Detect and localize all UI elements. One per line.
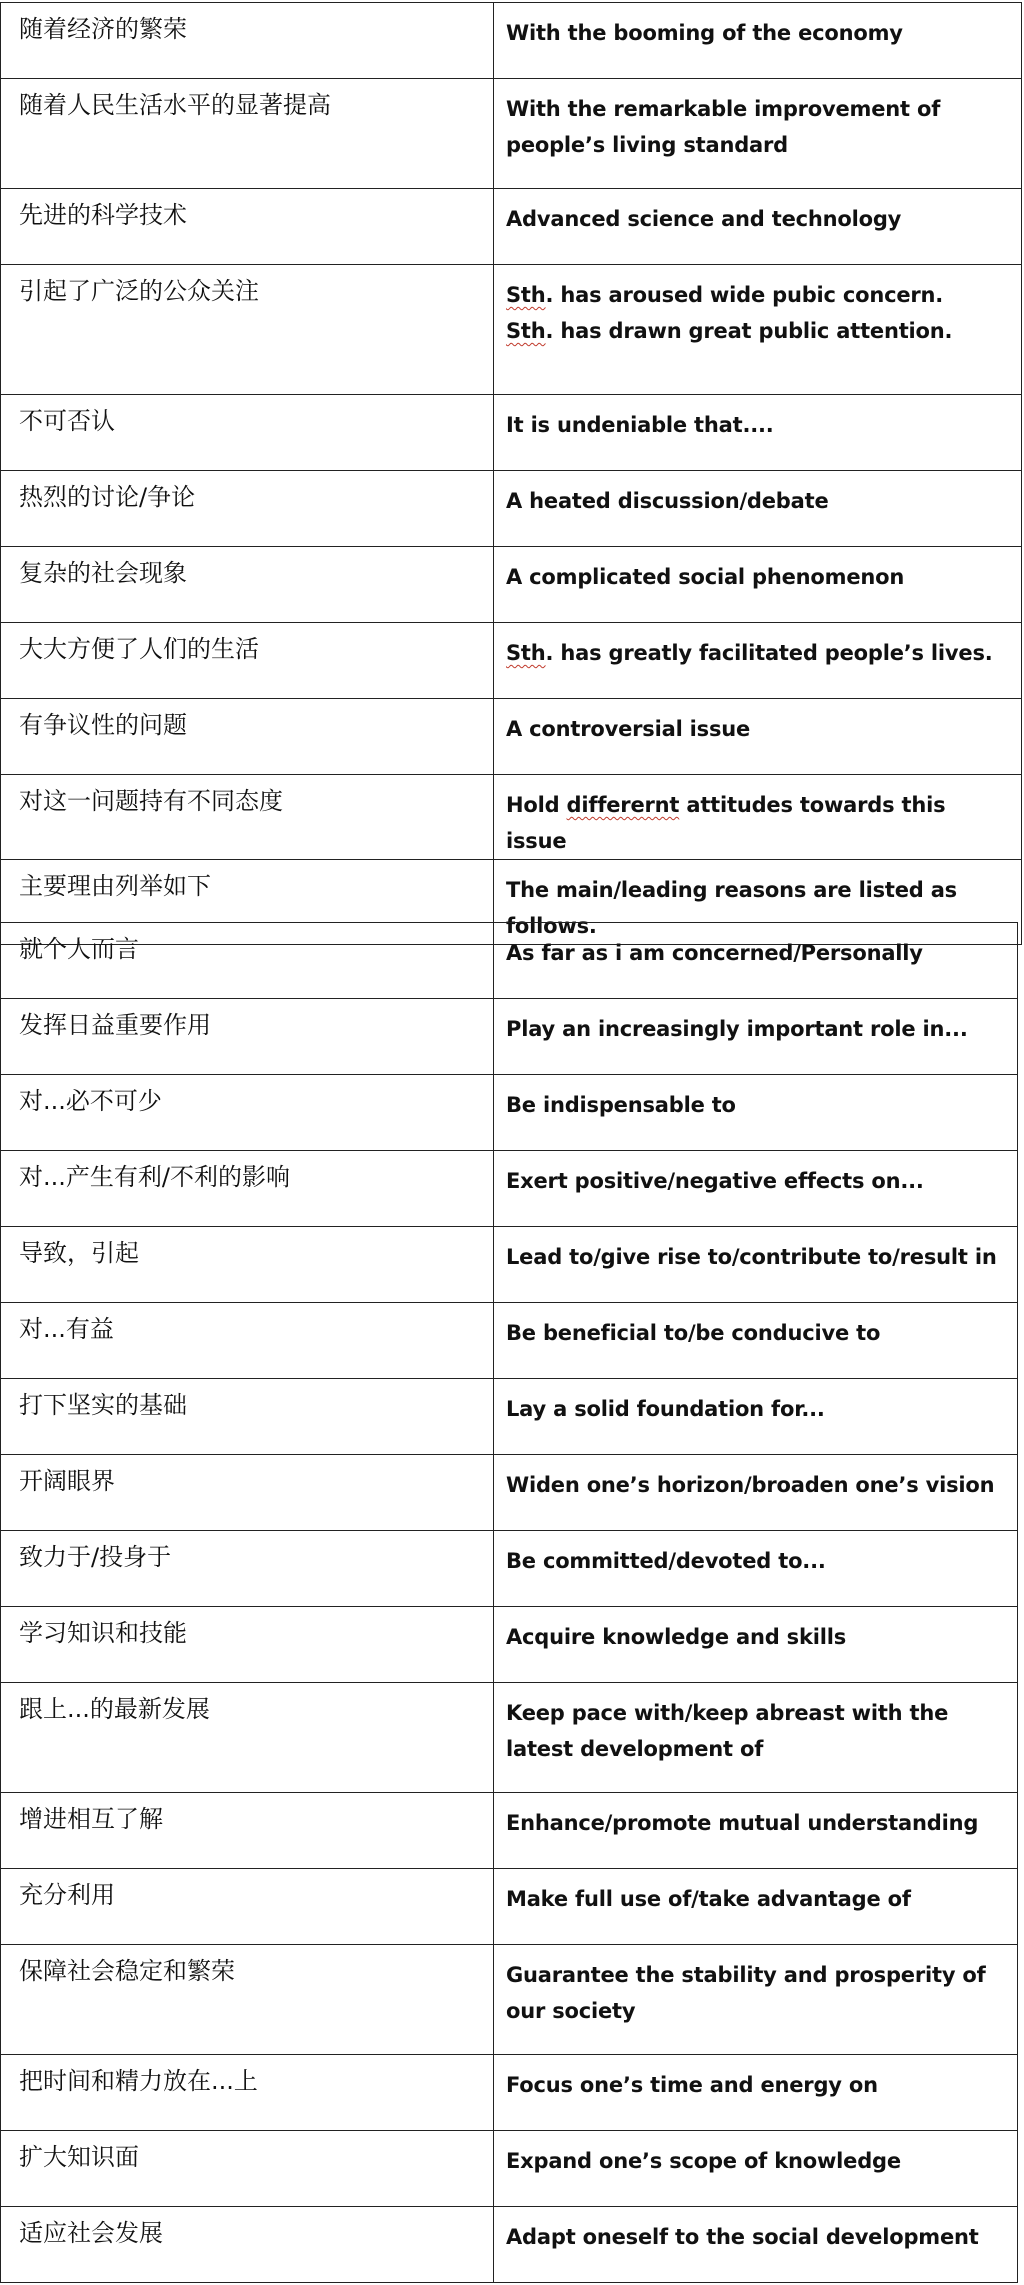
chinese-phrase: 对...有益	[1, 1303, 494, 1379]
chinese-phrase: 随着经济的繁荣	[1, 3, 494, 79]
chinese-phrase: 充分利用	[1, 1869, 494, 1945]
phrase-table-1	[0, 2, 1022, 945]
chinese-phrase: 开阔眼界	[1, 1455, 494, 1531]
table-row	[1, 189, 1022, 265]
english-phrase	[494, 1303, 1018, 1379]
english-phrase-line: Enhance/promote mutual understanding	[506, 1811, 979, 1835]
chinese-phrase: 打下坚实的基础	[1, 1379, 494, 1455]
english-phrase-line: Hold differernt attitudes towards this issue	[506, 793, 946, 853]
english-phrase	[494, 1455, 1018, 1531]
english-phrase	[494, 2055, 1018, 2131]
table-row	[1, 1455, 1018, 1531]
english-phrase	[494, 265, 1022, 395]
table-row	[1, 775, 1022, 860]
english-phrase	[494, 2207, 1018, 2283]
english-phrase-line: Adapt oneself to the social development	[506, 2225, 979, 2249]
english-phrase	[494, 699, 1022, 775]
english-phrase-line: Focus one’s time and energy on	[506, 2073, 878, 2097]
english-phrase	[494, 3, 1022, 79]
english-phrase-line: A complicated social phenomenon	[506, 565, 905, 589]
english-phrase-line: Be beneficial to/be conducive to	[506, 1321, 881, 1345]
english-phrase-line: A controversial issue	[506, 717, 751, 741]
chinese-phrase: 主要理由列举如下	[1, 860, 494, 945]
english-phrase	[494, 1869, 1018, 1945]
chinese-phrase: 先进的科学技术	[1, 189, 494, 265]
chinese-phrase: 大大方便了人们的生活	[1, 623, 494, 699]
chinese-phrase: 导致，引起	[1, 1227, 494, 1303]
english-phrase-line: Play an increasingly important role in...	[506, 1017, 968, 1041]
chinese-phrase: 对这一问题持有不同态度	[1, 775, 494, 860]
english-phrase-line: Widen one’s horizon/broaden one’s vision	[506, 1473, 995, 1497]
table-row	[1, 2131, 1018, 2207]
table-row	[1, 395, 1022, 471]
chinese-phrase: 学习知识和技能	[1, 1607, 494, 1683]
english-phrase-line: It is undeniable that....	[506, 413, 774, 437]
english-phrase	[494, 775, 1022, 860]
english-phrase	[494, 471, 1022, 547]
chinese-phrase: 发挥日益重要作用	[1, 999, 494, 1075]
spellcheck-mark: Sth	[506, 641, 546, 665]
spellcheck-mark: Sth	[506, 319, 546, 343]
table-row	[1, 1683, 1018, 1793]
chinese-phrase: 适应社会发展	[1, 2207, 494, 2283]
chinese-phrase: 对...必不可少	[1, 1075, 494, 1151]
chinese-phrase: 引起了广泛的公众关注	[1, 265, 494, 395]
table-row	[1, 547, 1022, 623]
chinese-phrase: 致力于/投身于	[1, 1531, 494, 1607]
english-phrase-line: With the booming of the economy	[506, 21, 903, 45]
english-phrase	[494, 1531, 1018, 1607]
english-phrase	[494, 79, 1022, 189]
table-row	[1, 2055, 1018, 2131]
english-phrase	[494, 1151, 1018, 1227]
spellcheck-mark: Sth	[506, 283, 546, 307]
english-phrase-line: With the remarkable improvement of people’s living standard	[506, 97, 941, 157]
english-phrase	[494, 623, 1022, 699]
table-row	[1, 699, 1022, 775]
english-phrase-line: Keep pace with/keep abreast with the latest development of	[506, 1701, 949, 1761]
english-phrase	[494, 1945, 1018, 2055]
english-phrase-line: Advanced science and technology	[506, 207, 902, 231]
table-row	[1, 79, 1022, 189]
phrase-table-2	[0, 922, 1018, 2283]
table-row	[1, 1379, 1018, 1455]
table-row	[1, 471, 1022, 547]
english-phrase-line: Exert positive/negative effects on...	[506, 1169, 924, 1193]
table-row	[1, 1607, 1018, 1683]
english-phrase-line: Be indispensable to	[506, 1093, 736, 1117]
table-row	[1, 2207, 1018, 2283]
english-phrase-line: The main/leading reasons are listed as follows.	[506, 878, 957, 938]
table-row	[1, 1531, 1018, 1607]
chinese-phrase: 随着人民生活水平的显著提高	[1, 79, 494, 189]
english-phrase-line: Lay a solid foundation for...	[506, 1397, 825, 1421]
english-phrase	[494, 2131, 1018, 2207]
english-phrase-line: Sth. has greatly facilitated people’s lives.	[506, 641, 993, 665]
table-row	[1, 1075, 1018, 1151]
english-phrase	[494, 923, 1018, 999]
chinese-phrase: 跟上...的最新发展	[1, 1683, 494, 1793]
english-phrase-line: Acquire knowledge and skills	[506, 1625, 847, 1649]
english-phrase	[494, 999, 1018, 1075]
chinese-phrase: 有争议性的问题	[1, 699, 494, 775]
chinese-phrase: 保障社会稳定和繁荣	[1, 1945, 494, 2055]
english-phrase	[494, 189, 1022, 265]
english-phrase	[494, 1793, 1018, 1869]
chinese-phrase: 增进相互了解	[1, 1793, 494, 1869]
english-phrase	[494, 1075, 1018, 1151]
english-phrase	[494, 1683, 1018, 1793]
english-phrase-line: As far as i am concerned/Personally	[506, 941, 923, 965]
chinese-phrase: 扩大知识面	[1, 2131, 494, 2207]
chinese-phrase: 对...产生有利/不利的影响	[1, 1151, 494, 1227]
table-row	[1, 1793, 1018, 1869]
english-phrase	[494, 395, 1022, 471]
english-phrase-line: Expand one’s scope of knowledge	[506, 2149, 901, 2173]
english-phrase-line: Make full use of/take advantage of	[506, 1887, 911, 1911]
english-phrase-line: Sth. has aroused wide pubic concern.	[506, 283, 944, 307]
table-row	[1, 1303, 1018, 1379]
table-row	[1, 923, 1018, 999]
english-phrase-line: Lead to/give rise to/contribute to/result in	[506, 1245, 997, 1269]
english-phrase	[494, 547, 1022, 623]
english-phrase	[494, 1227, 1018, 1303]
english-phrase-line: Guarantee the stability and prosperity of our society	[506, 1963, 986, 2023]
english-phrase	[494, 1607, 1018, 1683]
table-row	[1, 623, 1022, 699]
table-row	[1, 3, 1022, 79]
chinese-phrase: 热烈的讨论/争论	[1, 471, 494, 547]
table-row	[1, 999, 1018, 1075]
spellcheck-mark: differernt	[566, 793, 680, 817]
table-row	[1, 1945, 1018, 2055]
chinese-phrase: 不可否认	[1, 395, 494, 471]
table-row	[1, 1227, 1018, 1303]
table-row	[1, 265, 1022, 395]
english-phrase-line: A heated discussion/debate	[506, 489, 829, 513]
english-phrase-line: Be committed/devoted to...	[506, 1549, 826, 1573]
chinese-phrase: 复杂的社会现象	[1, 547, 494, 623]
chinese-phrase: 把时间和精力放在...上	[1, 2055, 494, 2131]
table-row	[1, 1151, 1018, 1227]
chinese-phrase: 就个人而言	[1, 923, 494, 999]
table-row	[1, 1869, 1018, 1945]
english-phrase	[494, 1379, 1018, 1455]
english-phrase-line: Sth. has drawn great public attention.	[506, 319, 953, 343]
